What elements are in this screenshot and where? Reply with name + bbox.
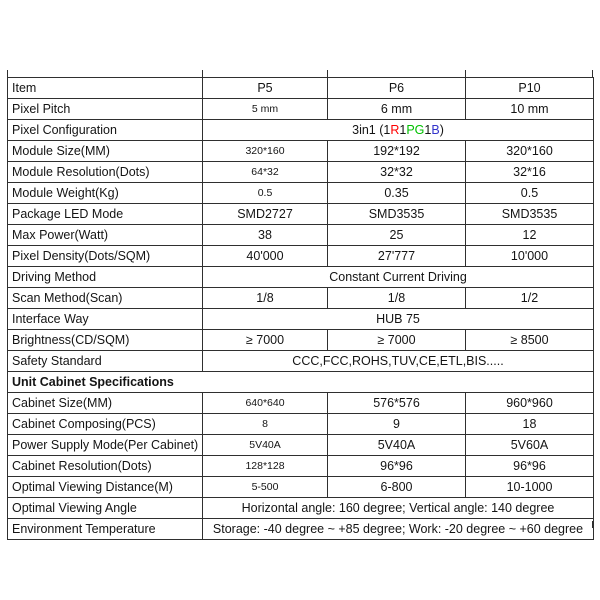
row-label: Pixel Configuration bbox=[8, 120, 203, 141]
table-row bbox=[8, 183, 594, 204]
cell-p5: 128*128 bbox=[203, 456, 328, 477]
cell-p10: 10 mm bbox=[466, 99, 594, 120]
row-label: Cabinet Composing(PCS) bbox=[8, 414, 203, 435]
table-row bbox=[8, 435, 594, 456]
row-label: Driving Method bbox=[8, 267, 203, 288]
table-row bbox=[8, 162, 594, 183]
table-row bbox=[8, 519, 594, 540]
cell-p10: 0.5 bbox=[466, 183, 594, 204]
table-row bbox=[8, 204, 594, 225]
cell-p10: P10 bbox=[466, 78, 594, 99]
row-label: Pixel Pitch bbox=[8, 99, 203, 120]
pixel-config-segment: 3in1 (1 bbox=[352, 122, 391, 137]
cell-p6: 6 mm bbox=[328, 99, 466, 120]
table-gridline-stub bbox=[592, 521, 593, 528]
cell-p10: 10'000 bbox=[466, 246, 594, 267]
row-label: Optimal Viewing Distance(M) bbox=[8, 477, 203, 498]
table-gridline-stub bbox=[327, 70, 328, 77]
table-row bbox=[8, 267, 594, 288]
cell-p10: 18 bbox=[466, 414, 594, 435]
cell-p6: 25 bbox=[328, 225, 466, 246]
spec-table-body bbox=[8, 78, 594, 540]
cell-p6: 96*96 bbox=[328, 456, 466, 477]
row-label: Environment Temperature bbox=[8, 519, 203, 540]
row-label: Max Power(Watt) bbox=[8, 225, 203, 246]
cell-p5: 40'000 bbox=[203, 246, 328, 267]
table-gridline-stub bbox=[465, 70, 466, 77]
row-label: Brightness(CD/SQM) bbox=[8, 330, 203, 351]
row-label: Interface Way bbox=[8, 309, 203, 330]
table-row bbox=[8, 456, 594, 477]
table-row bbox=[8, 309, 594, 330]
cell-p6: 5V40A bbox=[328, 435, 466, 456]
cell-p6: 1/8 bbox=[328, 288, 466, 309]
cell-p5: 640*640 bbox=[203, 393, 328, 414]
table-gridline-stub bbox=[202, 521, 203, 528]
row-span-value: Storage: -40 degree ~ +85 degree; Work: -20 degree ~ +60 degree bbox=[203, 519, 594, 540]
table-row bbox=[8, 141, 594, 162]
row-span-value: Constant Current Driving bbox=[203, 267, 594, 288]
spec-table-container bbox=[7, 77, 593, 536]
table-row bbox=[8, 120, 594, 141]
table-row bbox=[8, 393, 594, 414]
row-label: Package LED Mode bbox=[8, 204, 203, 225]
cell-p10: 5V60A bbox=[466, 435, 594, 456]
cell-p6: P6 bbox=[328, 78, 466, 99]
table-row bbox=[8, 477, 594, 498]
cell-p6: 192*192 bbox=[328, 141, 466, 162]
cell-p6: SMD3535 bbox=[328, 204, 466, 225]
cell-p6: 6-800 bbox=[328, 477, 466, 498]
row-span-value: CCC,FCC,ROHS,TUV,CE,ETL,BIS..... bbox=[203, 351, 594, 372]
pixel-config-colored-segment: B bbox=[431, 122, 440, 137]
row-span-value: Horizontal angle: 160 degree; Vertical angle: 140 degree bbox=[203, 498, 594, 519]
table-row bbox=[8, 498, 594, 519]
cell-p6: 576*576 bbox=[328, 393, 466, 414]
cell-p5: SMD2727 bbox=[203, 204, 328, 225]
row-label: Cabinet Resolution(Dots) bbox=[8, 456, 203, 477]
table-gridline-stub bbox=[202, 70, 203, 77]
cell-p5: 64*32 bbox=[203, 162, 328, 183]
pixel-config-colored-segment: R bbox=[390, 122, 400, 137]
cell-p5: 5V40A bbox=[203, 435, 328, 456]
cell-p5: ≥ 7000 bbox=[203, 330, 328, 351]
table-row bbox=[8, 225, 594, 246]
row-label: Item bbox=[8, 78, 203, 99]
table-row bbox=[8, 78, 594, 99]
cell-p5: 5-500 bbox=[203, 477, 328, 498]
pixel-config-segment: 1 bbox=[399, 122, 407, 137]
row-label: Power Supply Mode(Per Cabinet) bbox=[8, 435, 203, 456]
cell-p5: 38 bbox=[203, 225, 328, 246]
table-gridline-stub bbox=[592, 70, 593, 77]
cell-p10: 12 bbox=[466, 225, 594, 246]
table-row bbox=[8, 351, 594, 372]
table-row bbox=[8, 246, 594, 267]
row-label: Pixel Density(Dots/SQM) bbox=[8, 246, 203, 267]
row-span-value bbox=[203, 120, 594, 141]
table-row bbox=[8, 414, 594, 435]
table-row bbox=[8, 372, 594, 393]
cell-p10: 10-1000 bbox=[466, 477, 594, 498]
pixel-config-segment: ) bbox=[439, 122, 444, 137]
row-label: Safety Standard bbox=[8, 351, 203, 372]
cell-p5: P5 bbox=[203, 78, 328, 99]
row-label: Module Weight(Kg) bbox=[8, 183, 203, 204]
cell-p10: 32*16 bbox=[466, 162, 594, 183]
row-label: Scan Method(Scan) bbox=[8, 288, 203, 309]
row-label: Module Resolution(Dots) bbox=[8, 162, 203, 183]
cell-p6: 27'777 bbox=[328, 246, 466, 267]
pixel-config-colored-segment: PG bbox=[406, 122, 425, 137]
table-gridline-stub bbox=[7, 70, 8, 77]
cell-p10: ≥ 8500 bbox=[466, 330, 594, 351]
cell-p6: 9 bbox=[328, 414, 466, 435]
row-label: Optimal Viewing Angle bbox=[8, 498, 203, 519]
cell-p10: 960*960 bbox=[466, 393, 594, 414]
cell-p6: ≥ 7000 bbox=[328, 330, 466, 351]
cell-p5: 8 bbox=[203, 414, 328, 435]
table-row bbox=[8, 330, 594, 351]
cell-p5: 1/8 bbox=[203, 288, 328, 309]
led-spec-table bbox=[7, 77, 594, 540]
table-row bbox=[8, 99, 594, 120]
cell-p5: 0.5 bbox=[203, 183, 328, 204]
cell-p10: SMD3535 bbox=[466, 204, 594, 225]
table-gridline-stub bbox=[7, 521, 8, 528]
pixel-config-segment: 1 bbox=[424, 122, 432, 137]
cell-p10: 1/2 bbox=[466, 288, 594, 309]
cell-p10: 320*160 bbox=[466, 141, 594, 162]
cell-p10: 96*96 bbox=[466, 456, 594, 477]
cell-p6: 32*32 bbox=[328, 162, 466, 183]
row-span-value: HUB 75 bbox=[203, 309, 594, 330]
section-header: Unit Cabinet Specifications bbox=[8, 372, 594, 393]
row-label: Cabinet Size(MM) bbox=[8, 393, 203, 414]
cell-p5: 320*160 bbox=[203, 141, 328, 162]
cell-p6: 0.35 bbox=[328, 183, 466, 204]
cell-p5: 5 mm bbox=[203, 99, 328, 120]
table-row bbox=[8, 288, 594, 309]
row-label: Module Size(MM) bbox=[8, 141, 203, 162]
